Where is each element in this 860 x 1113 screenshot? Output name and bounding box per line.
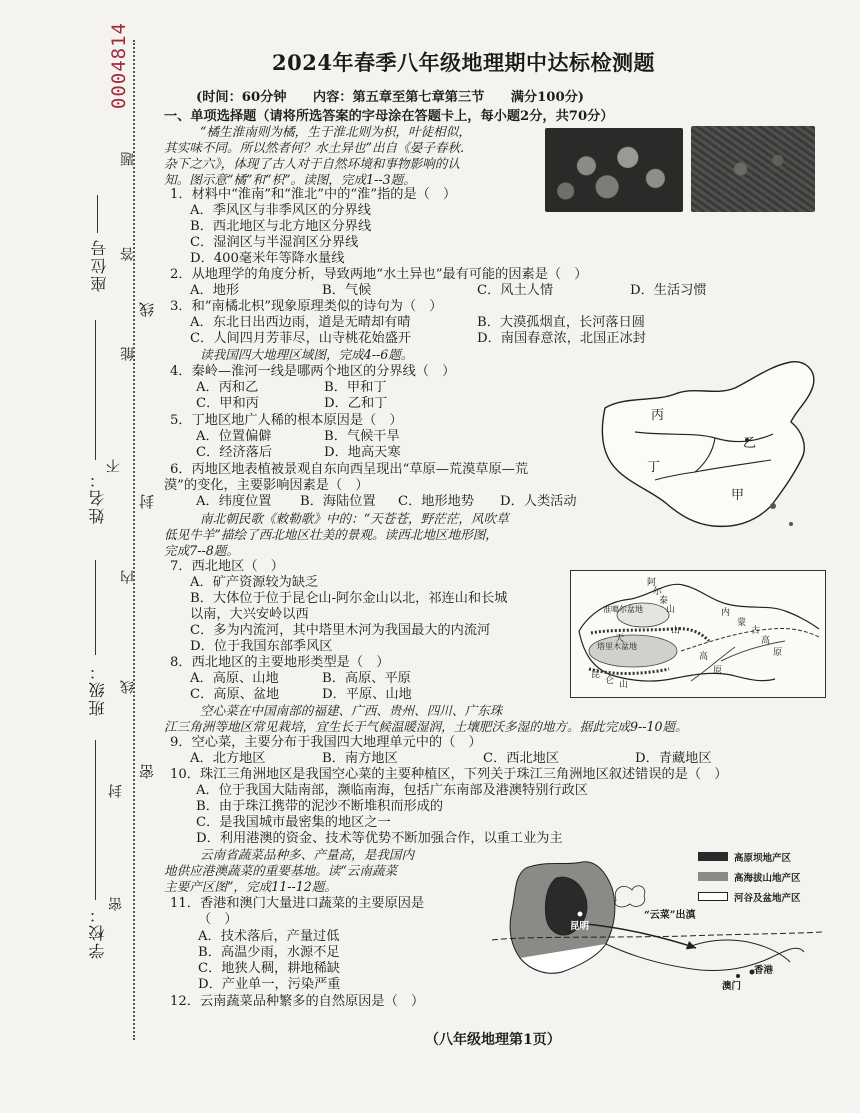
seal-word: 密 [138,762,156,779]
question-7-option-b: B．大体位于位于昆仑山-阿尔金山以北，祁连山和长城 [190,591,508,606]
question-10-option-c: C．是我国城市最密集的地区之一 [196,815,391,830]
question-4-stem: 4．秦岭—淮河一线是哪两个地区的分界线（ ） [170,364,456,379]
question-11-option-d: D．产业单一，污染严重 [198,977,341,992]
question-1-option-b: B．西北地区与北方地区分界线 [190,219,372,234]
question-9-option-b: B．南方地区 [322,751,398,766]
map-label: 原 [713,666,723,676]
trifoliate-orange-photo [691,126,815,212]
question-8-option-c: C．高原、盆地 [190,687,280,702]
legend-label: 河谷及盆地产区 [734,893,801,904]
question-2-option-b: B．气候 [322,283,372,298]
question-5-option-b: B．气候干旱 [324,429,400,444]
question-7-stem: 7．西北地区（ ） [170,559,284,574]
question-6-stem-cont: 漠”的变化，主要影响因素是（ ） [164,478,369,493]
question-3-stem: 3．和“南橘北枳”现象原理类似的诗句为（ ） [170,299,443,314]
question-8-option-a: A．高原、山地 [190,671,279,686]
intro-paragraph: “橘生淮南则为橘，生于淮北则为枳，叶徒相似， [200,124,471,139]
question-3-option-d: D．南国春意浓，北国正冰封 [477,331,646,346]
intro-paragraph: 低见牛羊”描绘了西北地区壮美的景观。读西北地区地形图， [164,527,498,542]
seal-word: 封 [138,492,156,509]
map-label: 泰 [659,596,669,606]
page-title: 2024年春季八年级地理期中达标检测题 [272,50,655,75]
question-1-stem: 1．材料中“淮南”和“淮北”中的“淮”指的是（ ） [170,187,457,202]
question-11-stem: 11．香港和澳门大量进口蔬菜的主要原因是 [170,896,425,911]
intro-paragraph: 江三角洲等地区常见栽培，宜生长于气候温暖湿润，土壤肥沃多湿的地方。据此完成9--10题。 [164,719,688,734]
question-2-option-c: C．风土人情 [477,283,554,298]
question-4-option-d: D．乙和丁 [324,396,388,411]
margin-school-blank [95,740,97,900]
intro-paragraph: 完成7--8题。 [164,543,239,558]
legend-label: 高原坝地产区 [734,853,792,864]
question-3-option-b: B．大漠孤烟直，长河落日圆 [477,315,645,330]
china-regions-map [595,356,825,536]
question-8-stem: 8．西北地区的主要地形类型是（ ） [170,655,390,670]
intro-paragraph: 其实味不同。所以然者何？水土异也”出自《晏子春秋. [164,140,465,155]
margin-name-blank [95,320,97,460]
seal-word: 不 [106,457,122,473]
map-region-label: 乙 [743,436,757,451]
map-region-label: 甲 [731,488,745,503]
margin-school-label: 学校： [88,905,107,959]
question-7-option-d: D．位于我国东部季风区 [190,639,333,654]
map-label: 阿 [647,578,657,588]
legend-label: 高海拔山地产区 [734,873,801,884]
question-10-option-d: D．利用港澳的资金、技术等优势不断加强合作，以重工业为主 [196,831,563,846]
question-4-option-b: B．甲和丁 [324,380,387,395]
question-2-stem: 2．从地理学的角度分析，导致两地“水土异也”最有可能的因素是（ ） [170,267,588,282]
map-label: 古 [751,626,761,636]
question-9-stem: 9．空心菜，主要分布于我国四大地理单元中的（ ） [170,735,482,750]
question-6-stem: 6．丙地区地表植被景观自东向西呈现出“草原—荒漠草原—荒 [170,462,529,477]
question-9-option-d: D．青藏地区 [635,751,712,766]
seal-word: 线 [138,300,156,317]
question-1-option-a: A．季风区与非季风区的分界线 [190,203,371,218]
intro-paragraph: 南北朝民歌《敕勒歌》中的：“天苍苍，野茫茫，风吹草 [200,511,509,526]
question-6-option-d: D．人类活动 [500,494,577,509]
question-10-option-b: B．由于珠江携带的泥沙不断堆积而形成的 [196,799,444,814]
question-10-option-a: A．位于我国大陆南部，濒临南海，包括广东南部及港澳特别行政区 [196,783,588,798]
seal-word: 答 [120,245,136,261]
question-6-option-a: A．纬度位置 [196,494,272,509]
margin-class-blank [95,560,97,655]
intro-paragraph: 地供应港澳蔬菜的重要基地。读“云南蔬菜 [164,863,398,878]
map-label: 内 [721,608,731,618]
map-label: 天 [615,634,625,644]
map-label: 蒙 [737,618,747,628]
map-label: 尔 [653,587,663,597]
map-label: 昆明 [570,921,590,932]
margin-seat-label: 座位号 [90,238,109,292]
question-2-option-d: D．生活习惯 [630,283,707,298]
map-label: 山 [619,680,629,690]
seal-word: 能 [120,345,136,361]
question-12-stem: 12．云南蔬菜品种繁多的自然原因是（ ） [170,994,425,1009]
map-label: 山 [666,605,676,615]
intro-paragraph: 杂下之六》，体现了古人对于自然环境和事物影响的认 [164,156,460,171]
question-11-option-c: C．地狭人稠，耕地稀缺 [198,961,340,976]
map-label: 准噶尔盆地 [603,605,643,614]
seal-word: 密 [108,895,124,911]
margin-seat-blank [97,195,99,233]
seal-word: 内 [120,568,136,584]
margin-name-label: 姓名： [88,470,107,524]
map-label: 香港 [754,965,774,976]
question-9-option-c: C．西北地区 [483,751,560,766]
question-7-option-a: A．矿产资源较为缺乏 [190,575,319,590]
yunnan-vegetable-map [486,848,826,1018]
question-3-option-a: A．东北日出西边雨，道是无晴却有晴 [190,315,411,330]
question-10-stem: 10．珠江三角洲地区是我国空心菜的主要种植区，下列关于珠江三角洲地区叙述错误的是（ ） [170,767,728,782]
seal-word: 封 [108,782,124,798]
map-label: 塔里木盆地 [597,642,637,651]
intro-paragraph: 读我国四大地理区域图，完成4--6题。 [200,347,414,362]
question-11-option-b: B．高温少雨，水源不足 [198,945,340,960]
binding-dotted-line [133,40,135,1040]
question-5-option-d: D．地高天寒 [324,445,401,460]
question-8-option-d: D．平原、山地 [322,687,412,702]
question-5-stem: 5．丁地区地广人稀的根本原因是（ ） [170,413,403,428]
question-6-option-c: C．地形地势 [398,494,475,509]
question-11-stem-cont: （ ） [198,912,238,927]
map-label: “云菜”出滇 [644,910,696,921]
map-label: 澳门 [722,981,742,992]
map-label: 原 [773,648,783,658]
page-footer: （八年级地理第1页） [425,1032,561,1048]
intro-paragraph: 云南省蔬菜品种多、产量高，是我国内 [200,847,415,862]
orange-fruit-photo [545,128,683,212]
map-region-label: 丙 [651,408,665,423]
question-2-option-a: A．地形 [190,283,240,298]
question-3-option-c: C．人间四月芳菲尽，山寺桃花始盛开 [190,331,412,346]
intro-paragraph: 空心菜在中国南部的福建、广西、贵州、四川、广东珠 [200,703,503,718]
question-1-option-c: C．湿润区与半湿润区分界线 [190,235,359,250]
question-4-option-c: C．甲和丙 [196,396,259,411]
question-7-option-b-cont: 以南，大兴安岭以西 [190,607,309,622]
seal-word: 线 [120,678,136,694]
map-label: 高 [761,636,771,646]
serial-number: 0004814 [108,22,130,110]
question-5-option-c: C．经济落后 [196,445,273,460]
question-6-option-b: B．海陆位置 [300,494,376,509]
exam-info: (时间：60分钟 内容：第五章至第七章第三节 满分100分) [196,90,585,105]
seal-word: 题 [120,150,136,166]
question-8-option-b: B．高原、平原 [322,671,411,686]
question-9-option-a: A．北方地区 [190,751,266,766]
margin-class-label: 班级： [88,662,107,716]
question-11-option-a: A．技术落后，产量过低 [198,929,340,944]
map-label: 高 [699,652,709,662]
map-label: 山 [671,626,681,636]
map-region-label: 丁 [647,460,661,475]
question-1-option-d: D．400毫米年等降水量线 [190,251,345,266]
intro-paragraph: 主要产区图”，完成11--12题。 [164,879,337,894]
intro-paragraph: 知。图示意“橘”和“枳”。读图，完成1--3题。 [164,172,416,187]
question-7-option-c: C．多为内流河，其中塔里木河为我国最大的内流河 [190,623,491,638]
northwest-terrain-map [570,570,826,698]
section-heading: 一、单项选择题（请将所选答案的字母涂在答题卡上，每小题2分，共70分） [164,109,614,124]
map-label: 仑 [605,676,615,686]
map-label: 昆 [591,670,601,680]
question-5-option-a: A．位置偏僻 [196,429,272,444]
question-4-option-a: A．丙和乙 [196,380,259,395]
